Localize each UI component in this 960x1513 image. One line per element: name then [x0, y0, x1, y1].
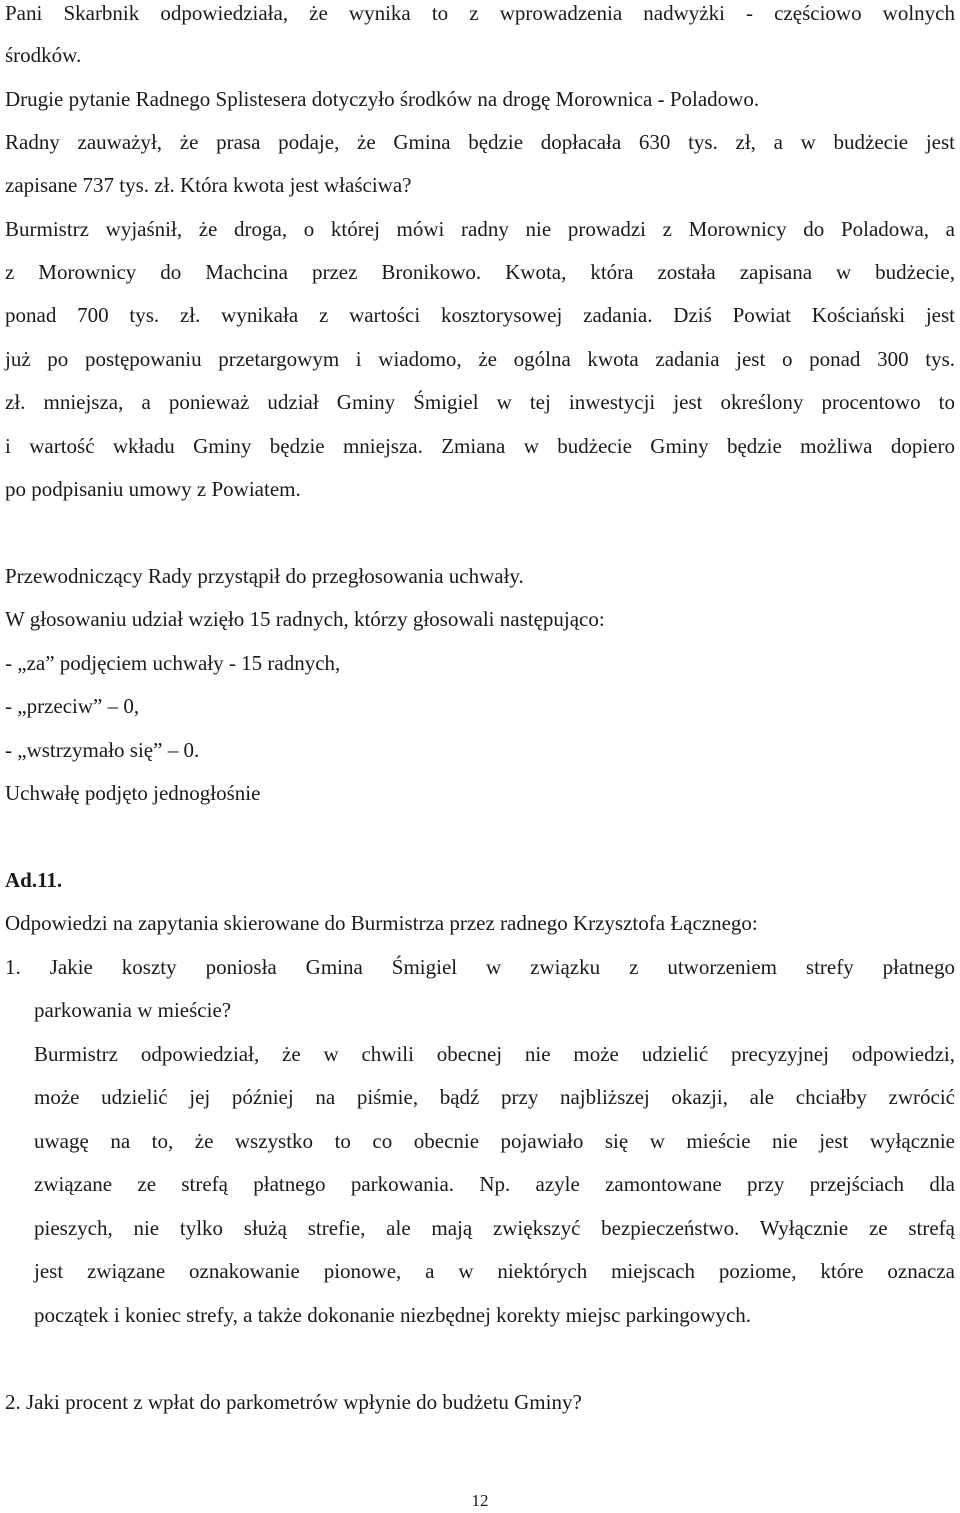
section-intro: Odpowiedzi na zapytania skierowane do Burmistrza przez radnego Krzysztofa Łącznego: [5, 911, 758, 935]
paragraph-line: środków. [5, 43, 82, 67]
paragraph-line: zapisane 737 tys. zł. Która kwota jest właściwa? [5, 173, 412, 197]
vote-participation: W głosowaniu udział wzięło 15 radnych, którzy głosowali następująco: [5, 607, 605, 631]
page-number: 12 [471, 1491, 489, 1510]
vote-result: Uchwałę podjęto jednogłośnie [5, 781, 261, 805]
question-1-continuation: parkowania w mieście? [34, 998, 232, 1022]
paragraph-line: po podpisaniu umowy z Powiatem. [5, 477, 301, 501]
answer-line: związane ze strefą płatnego parkowania. Np. azyle zamontowane przy przejściach dla [34, 1172, 955, 1196]
answer-line: Burmistrz odpowiedział, że w chwili obecnej nie może udzielić precyzyjnej odpowiedzi, [34, 1042, 955, 1066]
vote-for: - „za” podjęciem uchwały - 15 radnych, [5, 651, 341, 675]
answer-line: pieszych, nie tylko służą strefie, ale mają zwiększyć bezpieczeństwo. Wyłącznie ze strefą [34, 1216, 955, 1240]
paragraph-line: zł. mniejsza, a ponieważ udział Gminy Śmigiel w tej inwestycji jest określony procentowo to [5, 390, 955, 414]
paragraph-line: i wartość wkładu Gminy będzie mniejsza. Zmiana w budżecie Gminy będzie możliwa dopiero [5, 434, 955, 458]
answer-line: początek i koniec strefy, a także dokonanie niezbędnej korekty miejsc parkingowych. [34, 1303, 752, 1327]
vote-abstain: - „wstrzymało się” – 0. [5, 738, 200, 762]
paragraph-line: Radny zauważył, że prasa podaje, że Gmina będzie dopłacała 630 tys. zł, a w budżecie jest [5, 130, 955, 154]
paragraph-line: już po postępowaniu przetargowym i wiadomo, że ogólna kwota zadania jest o ponad 300 tys. [5, 347, 955, 371]
paragraph-line: ponad 700 tys. zł. wynikała z wartości kosztorysowej zadania. Dziś Powiat Kościański jest [5, 303, 955, 327]
answer-line: jest związane oznakowanie pionowe, a w niektórych miejscach poziome, które oznacza [34, 1259, 955, 1283]
section-heading: Ad.11. [5, 868, 63, 892]
paragraph-line: Burmistrz wyjaśnił, że droga, o której mówi radny nie prowadzi z Morownicy do Poladowa, a [5, 217, 955, 241]
question-1: 1. Jakie koszty poniosła Gmina Śmigiel w związku z utworzeniem strefy płatnego [5, 955, 955, 979]
paragraph-line: z Morownicy do Machcina przez Bronikowo. Kwota, która została zapisana w budżecie, [5, 260, 955, 284]
vote-against: - „przeciw” – 0, [5, 694, 140, 718]
question-2: 2. Jaki procent z wpłat do parkometrów wpłynie do budżetu Gminy? [5, 1390, 582, 1414]
vote-intro: Przewodniczący Rady przystąpił do przegłosowania uchwały. [5, 564, 524, 588]
answer-line: może udzielić jej później na piśmie, bądź przy najbliższej okazji, ale chciałby zwrócić [34, 1085, 955, 1109]
paragraph-line: Drugie pytanie Radnego Splistesera dotyczyło środków na drogę Morownica - Poladowo. [5, 87, 760, 111]
answer-line: uwagę na to, że wszystko to co obecnie pojawiało się w mieście nie jest wyłącznie [34, 1129, 955, 1153]
paragraph-line: Pani Skarbnik odpowiedziała, że wynika to z wprowadzenia nadwyżki - częściowo wolnych [5, 1, 955, 25]
